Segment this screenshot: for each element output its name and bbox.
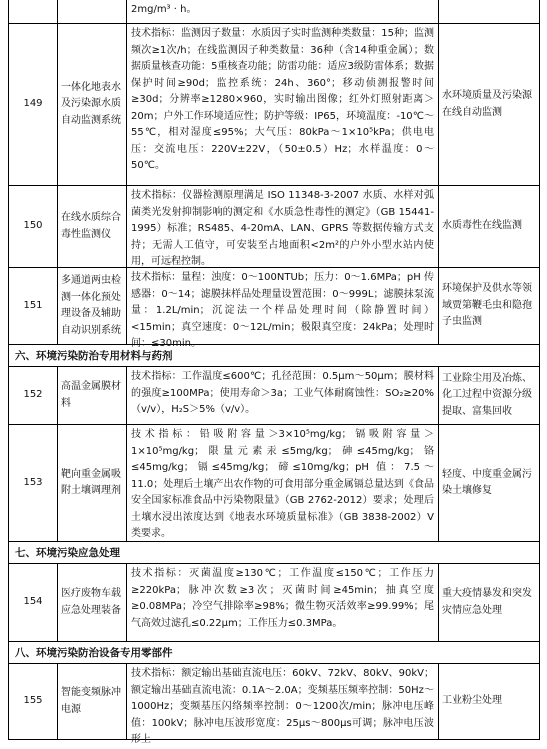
equipment-table <box>8 0 540 745</box>
table-row <box>8 664 540 745</box>
table-row <box>8 425 540 542</box>
row-name <box>58 0 127 23</box>
row-number: 153 <box>9 425 58 541</box>
row-application: 重大疫情暴发和突发灾情应急处理 <box>442 588 532 616</box>
table-row <box>8 564 540 642</box>
table-row <box>8 0 540 24</box>
row-application: 工业除尘用及冶炼、化工过程中资源分级提取、富集回收 <box>442 372 532 417</box>
row-application: 水质毒性在线监测 <box>442 220 522 232</box>
table-row <box>8 268 540 349</box>
row-number <box>9 0 58 23</box>
row-name: 靶向重金属吸附土壤调理剂 <box>58 425 127 541</box>
row-number: 154 <box>9 564 58 641</box>
row-spec: 技术指标：额定输出基础直流电压：60kV、72kV、80kV、90kV；额定输出基础直流电流：0.1A～2.0A；变频基压频率控制：50Hz～1000Hz；变频基压闪络频率控制：0～1200次/min；脉冲电压峰值：100kV；脉冲电压波形宽度：25μs～800μs可调；脉冲电压波形上 <box>127 664 439 739</box>
row-application: 工业粉尘处理 <box>442 695 502 707</box>
row-name: 高温金属膜材料 <box>58 367 127 424</box>
row-name: 在线水质综合毒性监测仪 <box>58 186 127 267</box>
table-row <box>8 367 540 425</box>
row-name: 智能变频脉冲电源 <box>58 664 127 739</box>
row-spec: 技术指标：灭菌温度≥130℃；工作温度≤150℃；工作压力≥220kPa；脉冲次数≥3次；灭菌时间≥45min；抽真空度≥0.08MPa；冷空气排除率≥98%；微生物灭活效率≥99.99%；尾气高效过滤孔≤0.22μm；工作压力≤0.3MPa。 <box>127 564 439 641</box>
row-application: 水环境质量及污染源在线自动监测 <box>442 90 532 118</box>
table-row <box>8 24 540 186</box>
row-number: 149 <box>9 24 58 185</box>
row-application: 环境保护及供水等领域贾第鞭毛虫和隐孢子虫监测 <box>442 283 532 328</box>
row-spec: 技术指标：量程：浊度：0～100NTUb；压力：0～1.6MPa；pH 传感器：0～14；滤膜抹样品处理量设置范围：0～999L；滤膜抹泵流量：1.2L/min；沉淀法一个样品处理时间（除静置时间）<15min；真空速度：0～12L/min；极限真空度：24kPa；处理时间：≤30min。 <box>127 268 439 344</box>
section-heading: 七、环境污染应急处理 <box>8 542 540 564</box>
section-heading: 八、环境污染防治设备专用零部件 <box>8 642 540 664</box>
row-name: 医疗废物车载应急处理装备 <box>58 564 127 641</box>
row-spec: 2mg/m³ · h。 <box>127 0 439 23</box>
section-heading: 六、环境污染防治专用材料与药剂 <box>8 345 540 367</box>
row-spec: 技术指标：仪器检测原理满足 ISO 11348-3-2007 水质、水样对弧菌类光发射抑制影响的测定和《水质急性毒性的测定》（GB 15441-1995）标准；RS485、4-20mA、LAN、GPRS 等数据传输方式支持；无需人工值守，可安装至占地面积<2m²的户外小型水站内使用，可远程控制。 <box>127 186 439 267</box>
row-spec: 技术指标：工作温度≤600℃；孔径范围：0.5μm～50μm；膜材料的强度≥100MPa；使用寿命＞3a；工业气体耐腐蚀性：SO₂≥20%（v/v），H₂S＞5%（v/v）。 <box>127 367 439 424</box>
row-name: 一体化地表水及污染源水质自动监测系统 <box>58 24 127 185</box>
row-number: 152 <box>9 367 58 424</box>
row-number: 150 <box>9 186 58 267</box>
row-spec: 技术指标：铅吸附容量＞3×10⁵mg/kg；镉吸附容量＞1×10⁵mg/kg；限量元素汞≤5mg/kg；砷≤45mg/kg；铬≤45mg/kg；镉≤45mg/kg；碲≤10mg/kg；pH 值：7.5～11.0；处理后土壤产出农作物的可食用部分重金属镉总量达到《食品安全国家标准食品中污染物限量》（GB 2762-2012）要求；处理后土壤水浸出浓度达到《地表水环境质量标准》（GB 3838-2002）V 类要求。 <box>127 425 439 541</box>
row-number: 155 <box>9 664 58 739</box>
table-row <box>8 186 540 268</box>
row-spec: 技术指标：监测因子数量：水质因子实时监测种类数量：15种；监测频次≥1次/h；在线监测因子种类数量：36种（含14种重金属）；数据质量核查功能：5重核查功能；防雷功能：适应3级防雷体系；数据保护时间≥90d；监控系统：24h、360°；移动侦测报警时间≥30d；分辨率≥1280×960，实时输出图像；红外灯照射距离＞20m；户外工作环境适应性；防护等级：IP65，环境温度：-10℃～55℃，相对湿度≤95%；大气压：80kPa～1×10⁵kPa；供电电压：交流电压：220V±22V，（50±0.5）Hz；水样温度：0～50℃。 <box>127 24 439 185</box>
row-name: 多通道两虫检测一体化预处理设备及辅助自动识别系统 <box>58 268 127 344</box>
row-application: 轻度、中度重金属污染土壤修复 <box>442 468 532 496</box>
row-number: 151 <box>9 268 58 344</box>
row-application <box>439 0 539 23</box>
